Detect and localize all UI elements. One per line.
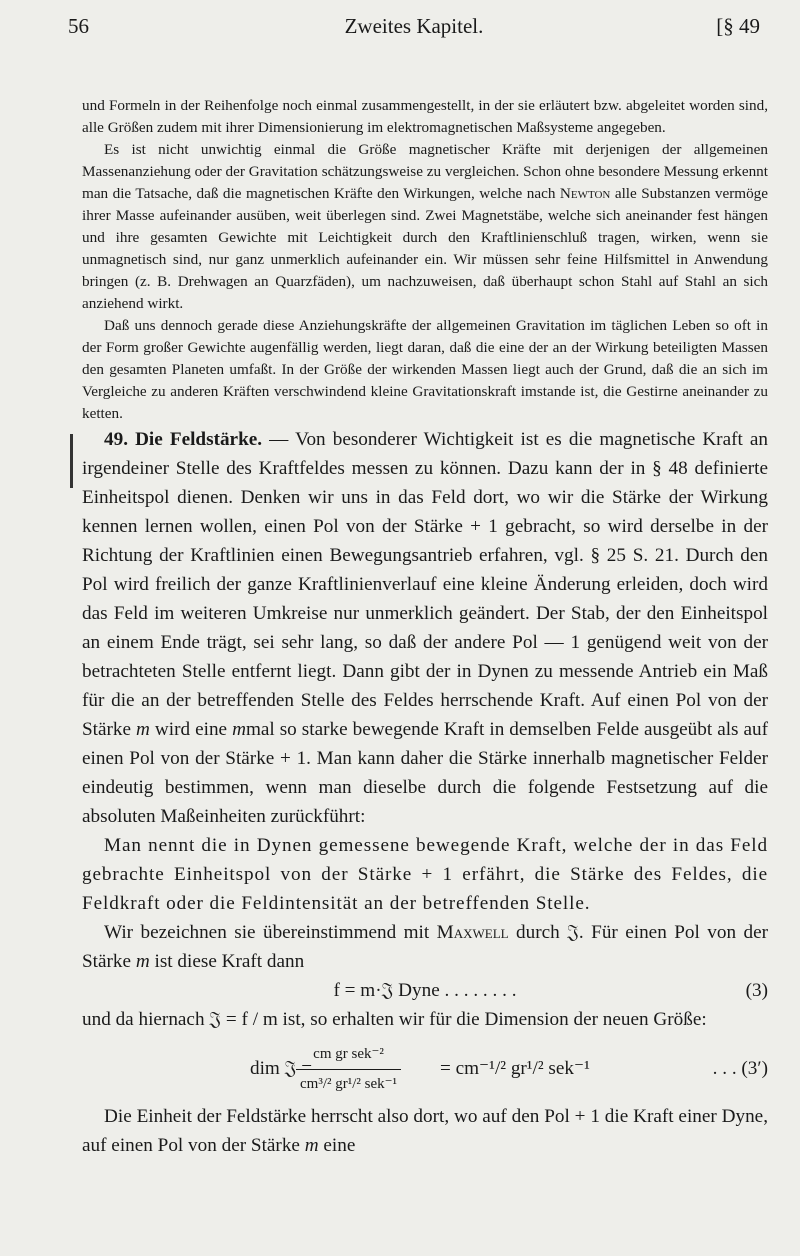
page-body (82, 95, 768, 1160)
paragraph-2: Es ist nicht unwichtig einmal die Größe magnetischer Kräfte mit derjenigen der allgemeinen Massenanziehung oder der Gravitation schätzungsweise zu vergleichen. Schon ohne besondere Messung erkennt man die Tatsache, daß die magnetischen Kräfte den Wirkungen, welche nach Newton alle Substanzen vermöge ihrer Masse aufeinander ausüben, weit überlegen sind. Zwei Magnetstäbe, welche sich aneinander fest hängen und ihre gesamten Gewichte mit Leichtigkeit durch den Kraftlinienschluß tragen, wirken, wenn sie unmagnetisch sind, nur ganz unmerklich aufeinander ein. Wir müssen sehr feine Hilfsmittel in Anwendung bringen (z. B. Drehwagen an Quarzfäden), um nachzuweisen, daß überhaupt schon Stahl auf Stahl an sich anziehend wirkt. (82, 141, 769, 312)
paragraph-6: und da hiernach 𝔍 = f / m ist, so erhalten wir für die Dimension der neuen Größe: (82, 1009, 707, 1030)
section-heading: 49. Die Feldstärke. (104, 429, 263, 450)
paragraph-4: 49. Die Feldstärke. — Von besonderer Wichtigkeit ist es die magnetische Kraft an irgendeiner Stelle des Kraftfeldes messen zu können. Dazu kann der in § 48 definierte Einheitspol dienen. Denken wir uns in das Feld dort, wo wir die Stärke der Wirkung kennen lernen wollen, einen Pol von der Stärke + 1 gebracht, so wird derselbe in der Richtung der Kraftlinien einen Bewegungsantrieb erfahren, vgl. § 25 S. 21. Durch den Pol wird freilich der ganze Kraftlinienverlauf eine kleine Änderung erleiden, doch wird das Feld im weiteren Umkreise nur unmerklich geändert. Der Stab, der den Einheitspol an einem Ende trägt, sei sehr lang, so daß der andere Pol — 1 genügend weit von der betrachteten Stelle entfernt liegt. Dann gibt der in Dynen zu messende Antrieb ein Maß für die an der betreffenden Stelle des Feldes herrschende Kraft. Auf einen Pol von der Stärke m wird eine mmal so starke bewegende Kraft in demselben Felde ausgeübt als auf einen Pol von der Stärke + 1. Man kann daher die Stärke innerhalb magnetischer Felder eindeutig bestimmen, wenn man dieselbe durch die folgende Festsetzung auf die absoluten Maßeinheiten zurückführt: (82, 429, 769, 827)
paragraph-7: Die Einheit der Feldstärke herrscht also dort, wo auf den Pol + 1 die Kraft einer Dyne, auf einen Pol von der Stärke m eine (82, 1106, 768, 1156)
page-number: 56 (68, 14, 89, 38)
paragraph-1: und Formeln in der Reihenfolge noch einmal zusammengestellt, in der sie erläutert bzw. abgeleitet worden sind, alle Größen zudem mit ihrer Dimensionierung im elektromagnetischen Maßsysteme angegeben. (82, 97, 768, 136)
equation-3 (82, 976, 768, 1005)
equation-3-body: f = m·𝔍 Dyne . . . . . . . . (333, 980, 517, 1001)
running-title: Zweites Kapitel. (344, 14, 484, 38)
name-maxwell: Maxwell (436, 922, 509, 943)
margin-bar (70, 434, 73, 488)
dim-equation-number: . . . (3′) (712, 1058, 768, 1079)
name-newton: Newton (559, 185, 611, 202)
dimension-equation (82, 1040, 768, 1102)
dim-denominator: cm³/² gr¹/² sek⁻¹ (300, 1076, 398, 1092)
definition-text: Man nennt die in Dynen gemessene bewegende Kraft, welche der in das Feld gebrachte Einheitspol von der Stärke + 1 erfährt, die Stärke des Feldes, die Feldkraft oder die Feldintensität an der betreffenden Stelle. (82, 835, 768, 914)
page-header (68, 8, 760, 48)
dim-rhs: = cm⁻¹/² gr¹/² sek⁻¹ (440, 1058, 590, 1079)
equation-3-number: (3) (745, 980, 768, 1001)
paragraph-3: Daß uns dennoch gerade diese Anziehungskräfte der allgemeinen Gravitation im täglichen Leben so oft in der Form großer Gewichte augenfällig werden, liegt daran, daß die eine der an der Wirkung beteiligten Massen den gesamten Planeten umfaßt. In der Größe der wirkenden Massen liegt auch der Grund, daß die an sich im Vergleiche zu anderen Kräften verschwindend kleine Gravitationskraft imstande ist, die Gestirne aneinander zu ketten. (82, 317, 768, 422)
dim-fraction (296, 1040, 401, 1099)
paragraph-5: Wir bezeichnen sie übereinstimmend mit Maxwell durch 𝔍. Für einen Pol von der Stärke m ist diese Kraft dann (82, 922, 768, 972)
dim-lhs: dim 𝔍 = (250, 1058, 313, 1079)
dim-numerator: cm gr sek⁻² (296, 1040, 401, 1070)
section-marker: [§ 49 (716, 14, 760, 38)
